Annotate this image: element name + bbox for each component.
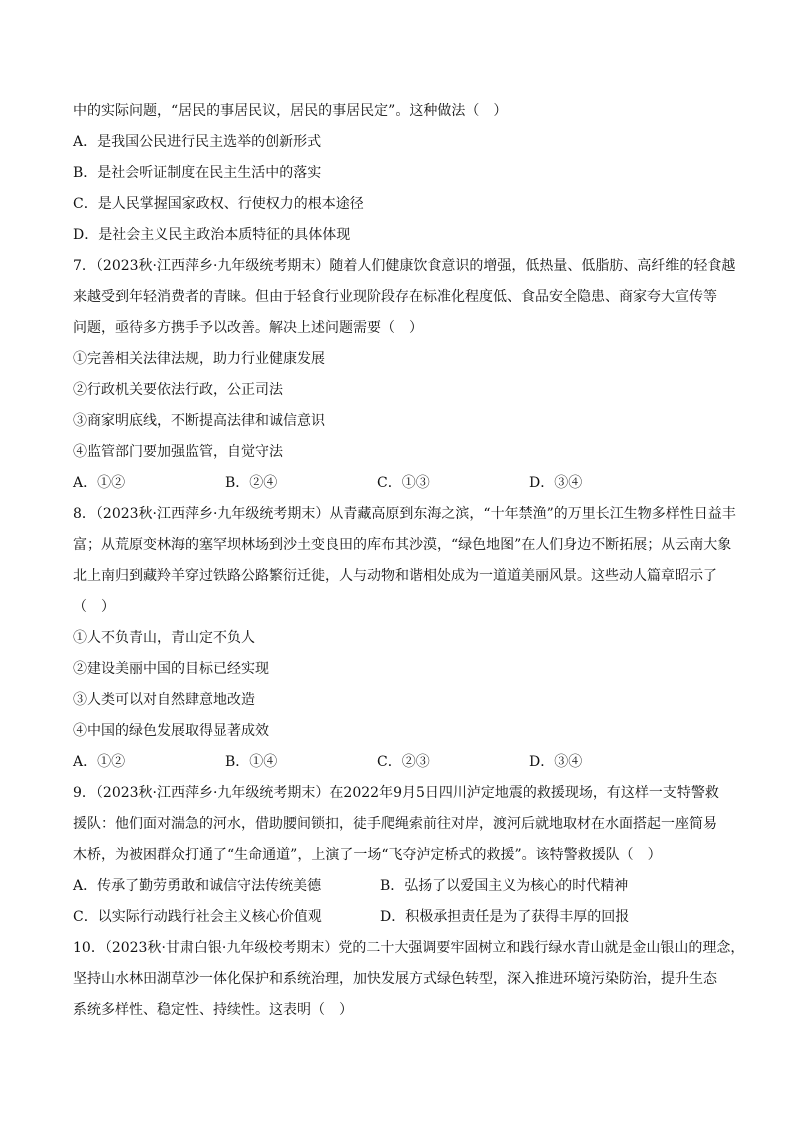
option-a: A．①②: [73, 754, 126, 770]
question-stem: 援队：他们面对湍急的河水，借助腰间锁扣，徒手爬绳索前往对岸，渡河后就地取材在水面搭起一座简易: [73, 816, 717, 832]
option-c: C．以实际行动践行社会主义核心价值观: [73, 909, 322, 925]
exam-page: [73, 96, 745, 1026]
question-9: [73, 778, 723, 933]
option-b: B．是社会听证制度在民主生活中的落实: [73, 165, 322, 181]
question-stem: 10．（2023秋·甘肃白银·九年级校考期末）党的二十大强调要牢固树立和践行绿水青山就是金山银山的理念，: [73, 940, 745, 956]
statement-item: ②建设美丽中国的目标已经实现: [73, 661, 269, 677]
question-stem: 中的实际问题，“居民的事居民议，居民的事居民定”。这种做法（ ）: [73, 103, 508, 119]
option-b: B．弘扬了以爱国主义为核心的时代精神: [380, 878, 629, 894]
options-row: [73, 747, 723, 778]
question-stem: 9．（2023秋·江西萍乡·九年级统考期末）在2022年9月5日四川泸定地震的救援现场，有这样一支特警救: [73, 785, 719, 801]
question-stem: 坚持山水林田湖草沙一体化保护和系统治理，加快发展方式绿色转型，深入推进环境污染防治，提升生态: [73, 971, 717, 987]
option-b: B．①④: [225, 754, 278, 770]
options-row: [73, 871, 723, 902]
statement-item: ③人类可以对自然肆意地改造: [73, 692, 255, 708]
question-stem: （ ）: [73, 599, 115, 615]
question-stem: 北上南归到藏羚羊穿过铁路公路繁衍迁徙，人与动物和谐相处成为一道道美丽风景。这些动人篇章昭示了: [73, 568, 717, 584]
question-stem: 木桥，为被困群众打通了“生命通道”，上演了一场“飞夺泸定桥式的救援”。该特警救援队（ ）: [73, 847, 662, 863]
option-a: A．传承了勤劳勇敢和诚信守法传统美德: [73, 878, 322, 894]
options-row: [73, 468, 723, 499]
statement-item: ①完善相关法律法规，助力行业健康发展: [73, 351, 325, 367]
question-7: [73, 251, 736, 499]
question-10: [73, 933, 745, 1026]
option-d: D．③④: [529, 754, 583, 770]
statement-item: ①人不负青山，青山定不负人: [73, 630, 255, 646]
option-a: A．①②: [73, 475, 126, 491]
option-c: C．是人民掌握国家政权、行使权力的根本途径: [73, 196, 364, 212]
question-stem: 问题，亟待多方携手予以改善。解决上述问题需要（ ）: [73, 320, 423, 336]
statement-item: ④监管部门要加强监管，自觉守法: [73, 444, 283, 460]
option-d: D．③④: [529, 475, 583, 491]
option-c: C．①③: [377, 475, 430, 491]
option-a: A．是我国公民进行民主选举的创新形式: [73, 134, 322, 150]
option-d: D．是社会主义民主政治本质特征的具体体现: [73, 227, 351, 243]
question-6: [73, 96, 723, 251]
question-stem: 8．（2023秋·江西萍乡·九年级统考期末）从青藏高原到东海之滨，“十年禁渔”的万里长江生物多样性日益丰: [73, 506, 736, 522]
statement-item: ③商家明底线，不断提高法律和诚信意识: [73, 413, 325, 429]
question-8: [73, 499, 736, 778]
statement-item: ④中国的绿色发展取得显著成效: [73, 723, 269, 739]
statement-item: ②行政机关要依法行政，公正司法: [73, 382, 283, 398]
option-c: C．②③: [377, 754, 430, 770]
option-b: B．②④: [225, 475, 278, 491]
option-d: D．积极承担责任是为了获得丰厚的回报: [380, 909, 630, 925]
question-stem: 富；从荒原变林海的塞罕坝林场到沙土变良田的库布其沙漠，“绿色地图”在人们身边不断拓展；从云南大象: [73, 537, 732, 553]
options-row: [73, 902, 723, 933]
question-stem: 系统多样性、稳定性、持续性。这表明（ ）: [73, 1002, 353, 1018]
question-stem: 来越受到年轻消费者的青睐。但由于轻食行业现阶段存在标准化程度低、食品安全隐患、商家夸大宣传等: [73, 289, 717, 305]
question-stem: 7．（2023秋·江西萍乡·九年级统考期末）随着人们健康饮食意识的增强，低热量、低脂肪、高纤维的轻食越: [73, 258, 736, 274]
